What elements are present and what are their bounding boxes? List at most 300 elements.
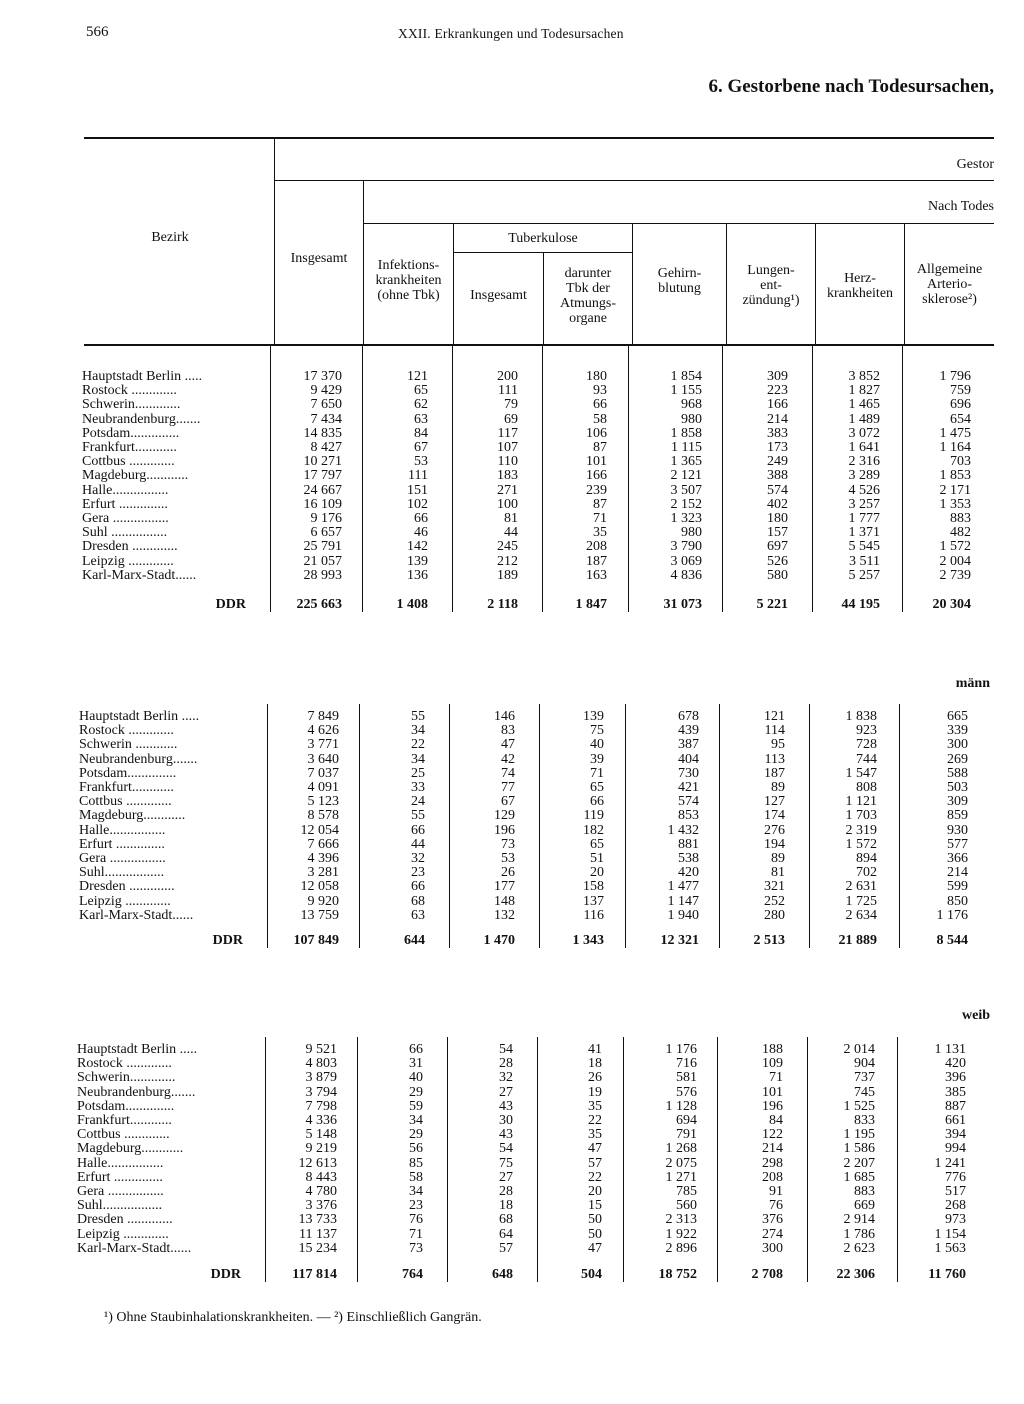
table-cell: 214 [767,411,788,427]
table-cell: 1 155 [670,383,702,399]
table-cell: 13 759 [300,907,339,923]
table-cell: 47 [501,737,515,753]
table-cell: 35 [588,1098,602,1114]
table-cell: 1 940 [667,907,699,923]
table-cell: 1 827 [848,383,880,399]
table-cell: 116 [583,907,604,923]
table-cell: 196 [494,822,515,838]
table-cell: 503 [947,780,968,795]
table-row [0,1114,1024,1128]
table-cell: 8 443 [305,1169,337,1185]
table-cell: 84 [769,1113,783,1128]
table-cell: 1 922 [665,1226,697,1242]
total-cell: 644 [404,933,425,948]
table-cell: 157 [767,525,788,541]
table-cell: 2 631 [845,879,877,895]
table-cell: 678 [678,709,699,724]
table-cell: 5 148 [305,1127,337,1143]
total-cell: 1 847 [575,597,607,612]
table-cell: 180 [767,511,788,526]
table-cell: 65 [414,383,428,399]
table-cell: 53 [414,454,428,470]
table-cell: 4 526 [848,482,880,498]
table-cell: 383 [767,425,788,441]
table-cell: 67 [501,794,515,810]
table-cell: 420 [678,865,699,881]
table-cell: 4 091 [307,780,339,795]
table-cell: 173 [767,440,788,455]
table-cell: 18 [588,1056,602,1072]
table-cell: 91 [769,1184,783,1199]
table-cell: 22 [588,1113,602,1128]
table-cell: 2 075 [665,1155,697,1171]
table-cell: 388 [767,468,788,484]
table-cell: 44 [504,525,518,541]
bezirk-name: Gera ................ [82,511,169,526]
table-row [0,824,1024,838]
table-cell: 35 [588,1127,602,1143]
table-row [0,909,1024,923]
table-cell: 881 [678,836,699,852]
total-cell: 2 118 [487,597,518,612]
total-cell: 764 [402,1267,423,1282]
bezirk-name: Cottbus ............. [82,454,175,470]
table-cell: 223 [767,383,788,399]
table-cell: 71 [590,765,604,781]
table-cell: 1 854 [670,369,702,384]
table-cell: 859 [947,808,968,824]
bezirk-name: Hauptstadt Berlin ..... [77,1042,198,1057]
table-cell: 33 [411,780,425,795]
table-cell: 300 [947,737,968,753]
table-cell: 560 [676,1198,697,1214]
table-row [0,880,1024,894]
bezirk-name: Magdeburg............ [77,1141,184,1157]
table-cell: 212 [497,553,518,569]
bezirk-name: Gera ................ [77,1184,164,1199]
table-cell: 27 [499,1084,513,1100]
table-cell: 1 563 [934,1240,966,1256]
table-cell: 73 [409,1240,423,1256]
table-cell: 3 794 [305,1084,337,1100]
table-cell: 439 [678,723,699,739]
table-cell: 34 [411,751,425,767]
table-cell: 4 396 [307,851,339,866]
table-cell: 69 [504,411,518,427]
bezirk-name: Frankfurt............ [82,440,177,455]
table-cell: 923 [856,723,877,739]
header-tuberkulose: Tuberkulose [508,231,578,246]
table-cell: 576 [676,1084,697,1100]
table-cell: 759 [950,383,971,399]
table-cell: 574 [678,794,699,810]
table-cell: 745 [854,1084,875,1100]
table-row [0,441,1024,455]
table-cell: 744 [856,751,877,767]
table-cell: 994 [945,1141,966,1157]
table-cell: 17 797 [303,468,342,484]
table-cell: 396 [945,1070,966,1086]
bezirk-name: Rostock ............. [82,383,177,399]
table-row [0,1199,1024,1213]
page-number: 566 [86,24,109,40]
table-cell: 28 [499,1184,513,1199]
table-cell: 3 511 [849,553,880,569]
table-cell: 127 [764,794,785,810]
table-cell: 1 154 [934,1226,966,1242]
table-cell: 665 [947,709,968,724]
bezirk-name: Neubrandenburg....... [79,751,198,767]
table-cell: 183 [497,468,518,484]
table-cell: 95 [771,737,785,753]
header-hline-gestor [275,180,994,181]
table-cell: 9 521 [305,1042,337,1057]
table-cell: 968 [681,397,702,413]
table-cell: 121 [764,709,785,724]
bezirk-name: Rostock ............. [79,723,174,739]
table-cell: 1 858 [670,425,702,441]
table-cell: 208 [762,1169,783,1185]
bezirk-name: Schwerin............. [77,1070,176,1086]
table-cell: 421 [678,780,699,795]
bezirk-name: Karl-Marx-Stadt...... [77,1240,192,1256]
table-cell: 1 176 [665,1042,697,1057]
header-gestor: Gestor [956,157,994,172]
table-cell: 274 [762,1226,783,1242]
header-herz: Herz- krankheiten [826,271,894,301]
table-cell: 58 [409,1169,423,1185]
table-cell: 29 [409,1127,423,1143]
bezirk-name: Dresden ............. [77,1212,173,1228]
table-row [0,1057,1024,1071]
table-cell: 32 [499,1070,513,1086]
table-cell: 8 427 [310,440,342,455]
table-cell: 136 [407,567,428,583]
table-cell: 9 219 [305,1141,337,1157]
table-cell: 148 [494,893,515,909]
table-cell: 43 [499,1098,513,1114]
bezirk-name: Suhl................. [77,1198,163,1214]
table-row [0,753,1024,767]
bezirk-name: Halle................ [79,822,166,838]
total-cell: 8 544 [936,933,968,948]
section-label: weib [962,1008,990,1023]
table-cell: 1 777 [848,511,880,526]
table-cell: 249 [767,454,788,470]
table-cell: 54 [499,1141,513,1157]
top-rule [84,137,994,139]
table-row [0,852,1024,866]
table-cell: 58 [593,411,607,427]
table-cell: 309 [947,794,968,810]
table-cell: 20 [590,865,604,881]
table-cell: 35 [593,525,607,541]
table-cell: 1 685 [843,1169,875,1185]
table-cell: 66 [411,879,425,895]
table-cell: 119 [583,808,604,824]
table-cell: 2 623 [843,1240,875,1256]
table-cell: 146 [494,709,515,724]
table-cell: 44 [411,836,425,852]
table-cell: 56 [409,1141,423,1157]
table-cell: 366 [947,851,968,866]
table-cell: 1 838 [845,709,877,724]
table-cell: 51 [590,851,604,866]
table-row [0,540,1024,554]
table-cell: 930 [947,822,968,838]
bezirk-name: Cottbus ............. [77,1127,170,1143]
bezirk-name: Erfurt .............. [79,836,165,852]
table-cell: 661 [945,1113,966,1128]
table-cell: 276 [764,822,785,838]
bezirk-name: Schwerin ............ [79,737,178,753]
table-cell: 34 [409,1184,423,1199]
table-cell: 22 [588,1169,602,1185]
bezirk-name: Karl-Marx-Stadt...... [79,907,194,923]
total-cell: 648 [492,1267,513,1282]
total-cell: 22 306 [836,1267,875,1282]
table-cell: 73 [501,836,515,852]
table-row [0,555,1024,569]
table-cell: 730 [678,765,699,781]
table-cell: 2 896 [665,1240,697,1256]
bezirk-name: Magdeburg............ [82,468,189,484]
table-cell: 42 [501,751,515,767]
table-row [0,738,1024,752]
table-cell: 2 319 [845,822,877,838]
table-cell: 81 [771,865,785,881]
table-cell: 833 [854,1113,875,1128]
table-row [0,809,1024,823]
table-cell: 109 [762,1056,783,1072]
table-cell: 737 [854,1070,875,1086]
table-row [0,710,1024,724]
table-cell: 57 [588,1155,602,1171]
table-row [0,370,1024,384]
table-row [0,569,1024,583]
table-cell: 394 [945,1127,966,1143]
table-cell: 65 [590,780,604,795]
table-cell: 107 [497,440,518,455]
table-cell: 980 [681,525,702,541]
table-cell: 26 [501,865,515,881]
table-cell: 4 626 [307,723,339,739]
table-cell: 163 [586,567,607,583]
table-cell: 24 667 [303,482,342,498]
table-cell: 77 [501,780,515,795]
table-row [0,455,1024,469]
table-cell: 7 798 [305,1098,337,1114]
table-row [0,1242,1024,1256]
bezirk-name: Magdeburg............ [79,808,186,824]
table-cell: 1 195 [843,1127,875,1143]
table-cell: 1 725 [845,893,877,909]
table-cell: 31 [409,1056,423,1072]
table-row [0,413,1024,427]
bezirk-name: Schwerin............. [82,397,181,413]
table-cell: 41 [588,1042,602,1057]
table-cell: 883 [854,1184,875,1199]
table-row [0,398,1024,412]
header-vline-bezirk [274,139,275,344]
table-cell: 71 [409,1226,423,1242]
table-cell: 2 634 [845,907,877,923]
table-cell: 7 849 [307,709,339,724]
table-cell: 66 [409,1042,423,1057]
total-cell: 12 321 [660,933,699,948]
table-cell: 3 852 [848,369,880,384]
table-cell: 268 [945,1198,966,1214]
table-row [0,384,1024,398]
table-cell: 142 [407,539,428,555]
table-cell: 64 [499,1226,513,1242]
table-cell: 208 [586,539,607,555]
table-cell: 23 [409,1198,423,1214]
table-cell: 177 [494,879,515,895]
table-cell: 174 [764,808,785,824]
table-cell: 18 [499,1198,513,1214]
bezirk-name: Frankfurt............ [77,1113,172,1128]
table-cell: 1 796 [939,369,971,384]
total-cell: 2 708 [751,1267,783,1282]
table-row [0,781,1024,795]
table-cell: 14 835 [303,425,342,441]
table-cell: 66 [593,397,607,413]
bezirk-name: Erfurt .............. [82,496,168,512]
table-cell: 100 [497,496,518,512]
table-cell: 5 257 [848,567,880,583]
header-gehirn: Gehirn- blutung [657,266,702,296]
bezirk-name: Dresden ............. [79,879,175,895]
table-cell: 1 323 [670,511,702,526]
table-cell: 10 271 [303,454,342,470]
header-arterio: Allgemeine Arterio- sklerose²) [916,262,983,307]
table-cell: 2 739 [939,567,971,583]
table-cell: 9 920 [307,893,339,909]
table-cell: 114 [764,723,785,739]
table-cell: 574 [767,482,788,498]
table-cell: 34 [409,1113,423,1128]
table-cell: 66 [411,822,425,838]
table-cell: 973 [945,1212,966,1228]
table-cell: 47 [588,1141,602,1157]
table-cell: 71 [593,511,607,526]
table-cell: 137 [583,893,604,909]
table-cell: 12 613 [298,1155,337,1171]
table-cell: 252 [764,893,785,909]
table-cell: 17 370 [303,369,342,384]
table-cell: 83 [501,723,515,739]
table-cell: 385 [945,1084,966,1100]
table-cell: 85 [409,1155,423,1171]
table-cell: 703 [950,454,971,470]
table-cell: 300 [762,1240,783,1256]
table-cell: 3 771 [307,737,339,753]
table-cell: 2 014 [843,1042,875,1057]
bezirk-name: Leipzig ............. [79,893,171,909]
bezirk-name: Suhl................. [79,865,165,881]
table-cell: 482 [950,525,971,541]
table-cell: 87 [593,440,607,455]
table-row [0,1228,1024,1242]
table-cell: 1 365 [670,454,702,470]
total-cell: 31 073 [663,597,702,612]
table-row [0,1128,1024,1142]
table-cell: 1 353 [939,496,971,512]
total-cell: 5 221 [756,597,788,612]
bezirk-name: Halle................ [82,482,169,498]
table-row [0,1142,1024,1156]
table-cell: 1 432 [667,822,699,838]
table-cell: 3 879 [305,1070,337,1086]
table-cell: 404 [678,751,699,767]
table-cell: 84 [414,425,428,441]
table-cell: 1 489 [848,411,880,427]
table-cell: 980 [681,411,702,427]
total-cell: 225 663 [296,597,342,612]
total-cell: 504 [581,1267,602,1282]
table-cell: 4 336 [305,1113,337,1128]
table-cell: 4 836 [670,567,702,583]
table-cell: 4 780 [305,1184,337,1199]
header-infektion: Infektions- krankheiten (ohne Tbk) [375,258,442,303]
table-cell: 132 [494,907,515,923]
table-cell: 12 054 [300,822,339,838]
table-cell: 24 [411,794,425,810]
table-cell: 1 271 [665,1169,697,1185]
table-cell: 6 657 [310,525,342,541]
table-cell: 321 [764,879,785,895]
bezirk-name: Suhl ................ [82,525,168,541]
table-cell: 309 [767,369,788,384]
bezirk-name: Hauptstadt Berlin ..... [82,369,203,384]
table-cell: 21 057 [303,553,342,569]
table-cell: 214 [762,1141,783,1157]
total-cell: 1 470 [483,933,515,948]
table-cell: 5 545 [848,539,880,555]
table-cell: 904 [854,1056,875,1072]
table-cell: 81 [504,511,518,526]
table-cell: 3 507 [670,482,702,498]
table-cell: 1 475 [939,425,971,441]
table-cell: 11 137 [299,1226,337,1242]
table-cell: 19 [588,1084,602,1100]
table-cell: 3 072 [848,425,880,441]
table-cell: 87 [593,496,607,512]
table-cell: 694 [676,1113,697,1128]
header-insgesamt: Insgesamt [290,251,348,266]
table-cell: 2 914 [843,1212,875,1228]
table-cell: 122 [762,1127,783,1143]
table-cell: 883 [950,511,971,526]
table-cell: 538 [678,851,699,866]
table-cell: 101 [586,454,607,470]
table-cell: 54 [499,1042,513,1057]
total-cell: 21 889 [838,933,877,948]
bezirk-name: Frankfurt............ [79,780,174,795]
table-cell: 43 [499,1127,513,1143]
table-cell: 74 [501,765,515,781]
table-row [0,1086,1024,1100]
bezirk-name: Leipzig ............. [77,1226,169,1242]
bezirk-name: Potsdam.............. [77,1098,175,1114]
header-nach-todes: Nach Todes [927,199,994,214]
total-cell: 117 814 [292,1267,337,1282]
table-cell: 580 [767,567,788,583]
table-cell: 93 [593,383,607,399]
table-cell: 669 [854,1198,875,1214]
table-cell: 106 [586,425,607,441]
